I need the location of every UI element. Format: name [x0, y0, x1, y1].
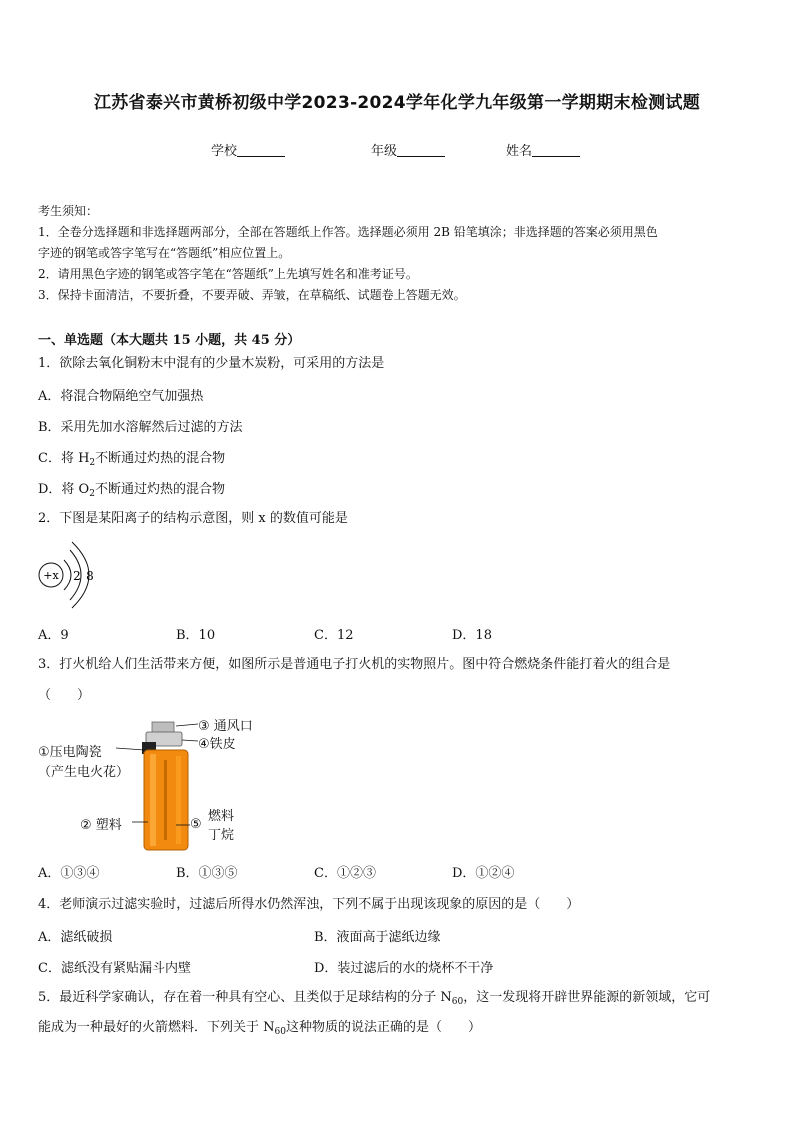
- school-label: 学校: [211, 144, 238, 159]
- notice-item-1a: 1．全卷分选择题和非选择题两部分，全部在答题纸上作答。选择题必须用 2B 铅笔填涂；非选择题的答案必须用黑色: [38, 225, 658, 239]
- label-piezo: ①压电陶瓷: [38, 745, 102, 760]
- lighter-fuel-level: [176, 756, 181, 844]
- notice-heading: 考生须知：: [38, 204, 99, 218]
- label-vent: ③ 通风口: [198, 719, 253, 734]
- q2-stem: 2．下图是某阳离子的结构示意图，则 x 的数值可能是: [38, 511, 348, 526]
- q4-stem: 4．老师演示过滤实验时，过滤后所得水仍然浑浊，下列不属于出现该现象的原因的是（ ）: [38, 897, 580, 912]
- q4-option-d[interactable]: D．装过滤后的水的烧杯不干净: [314, 961, 494, 976]
- q3-option-b[interactable]: B．①③⑤: [176, 866, 238, 881]
- q1-c-text: C．将 H: [38, 451, 90, 466]
- q5-stem-line2: [38, 1018, 758, 1042]
- q5-text-2: ，这一发现将开辟世界能源的新领域，它可: [463, 990, 711, 1005]
- lighter-figure: [36, 712, 286, 857]
- notice-item-3: 3．保持卡面清洁，不要折叠，不要弄破、弄皱，在草稿纸、试题卷上答题无效。: [38, 288, 466, 302]
- q5-subscript-2: 60: [274, 1027, 286, 1037]
- q4-option-b[interactable]: B．液面高于滤纸边缘: [314, 930, 441, 945]
- school-field[interactable]: [211, 140, 285, 159]
- notice-item-2: 2．请用黑色字迹的钢笔或答字笔在“答题纸”上先填写姓名和准考证号。: [38, 267, 418, 281]
- label-fuel: 燃料: [208, 809, 235, 824]
- shell-1-electrons: 2: [73, 569, 81, 583]
- page-title: 江苏省泰兴市黄桥初级中学2023-2024学年化学九年级第一学期期末检测试题: [93, 93, 701, 113]
- label-plastic: ② 塑料: [80, 818, 122, 833]
- section-heading: 一、单选题（本大题共 15 小题，共 45 分）: [38, 333, 301, 348]
- q1-d-subscript: 2: [89, 489, 95, 499]
- grade-label: 年级: [371, 144, 398, 159]
- notice-item-1b: 字迹的钢笔或答字笔写在“答题纸”相应位置上。: [38, 246, 291, 260]
- q1-option-a[interactable]: A．将混合物隔绝空气加强热: [38, 389, 204, 404]
- q3-stem-line1: 3．打火机给人们生活带来方便，如图所示是普通电子打火机的实物照片。图中符合燃烧条件能打着火的组合是: [38, 657, 671, 672]
- grade-blank[interactable]: [397, 143, 445, 157]
- q1-c-subscript: 2: [89, 458, 96, 468]
- ion-structure-diagram: [36, 540, 106, 612]
- q2-option-d[interactable]: D．18: [452, 628, 492, 643]
- label-piezo-note: （产生电火花）: [38, 765, 130, 780]
- q2-option-c[interactable]: C．12: [314, 628, 354, 643]
- q1-d-text-2: 不断通过灼热的混合物: [94, 482, 225, 497]
- lighter-highlight: [150, 754, 156, 846]
- q1-option-d[interactable]: [38, 478, 225, 499]
- leader-line-1: [116, 748, 144, 750]
- q1-c-text-2: 不断通过灼热的混合物: [95, 451, 226, 466]
- q1-stem: 1．欲除去氧化铜粉末中混有的少量木炭粉，可采用的方法是: [38, 356, 385, 371]
- grade-field[interactable]: [371, 140, 445, 159]
- shell-arc-1: [64, 560, 71, 590]
- name-field[interactable]: [506, 140, 580, 159]
- q4-option-c[interactable]: C．滤纸没有紧贴漏斗内壁: [38, 961, 191, 976]
- name-label: 姓名: [506, 144, 533, 159]
- leader-line-4: [182, 740, 198, 741]
- q5-stem-line1: [38, 988, 758, 1012]
- student-info-row: [0, 140, 794, 160]
- label-fuel-number: ⑤: [190, 817, 202, 832]
- q1-d-text: D．将 O: [38, 482, 90, 497]
- label-iron-sheet: ④铁皮: [198, 737, 236, 752]
- shell-2-electrons: 8: [86, 569, 94, 583]
- q1-option-b[interactable]: B．采用先加水溶解然后过滤的方法: [38, 420, 243, 435]
- q1-option-c[interactable]: [38, 447, 225, 468]
- ion-diagram-svg: [36, 540, 106, 612]
- q3-option-a[interactable]: A．①③④: [38, 866, 100, 881]
- q2-option-a[interactable]: A．9: [38, 628, 69, 643]
- school-blank[interactable]: [237, 143, 285, 157]
- label-butane: 丁烷: [208, 828, 235, 843]
- q2-option-b[interactable]: B．10: [176, 628, 216, 643]
- q5-text: 5．最近科学家确认，存在着一种具有空心、且类似于足球结构的分子 N: [38, 990, 452, 1005]
- q4-option-a[interactable]: A．滤纸破损: [38, 930, 113, 945]
- q3-option-d[interactable]: D．①②④: [452, 866, 515, 881]
- q3-option-c[interactable]: C．①②③: [314, 866, 376, 881]
- lighter-tube: [164, 760, 167, 840]
- name-blank[interactable]: [532, 143, 580, 157]
- q5-subscript: 60: [451, 997, 464, 1007]
- q5-text-4: 这种物质的说法正确的是（ ）: [285, 1020, 481, 1035]
- nucleus-label: +x: [43, 569, 59, 582]
- q5-text-3: 能成为一种最好的火箭燃料．下列关于 N: [38, 1020, 275, 1035]
- leader-line-3: [176, 724, 198, 726]
- q3-stem-line2: （ ）: [38, 688, 91, 703]
